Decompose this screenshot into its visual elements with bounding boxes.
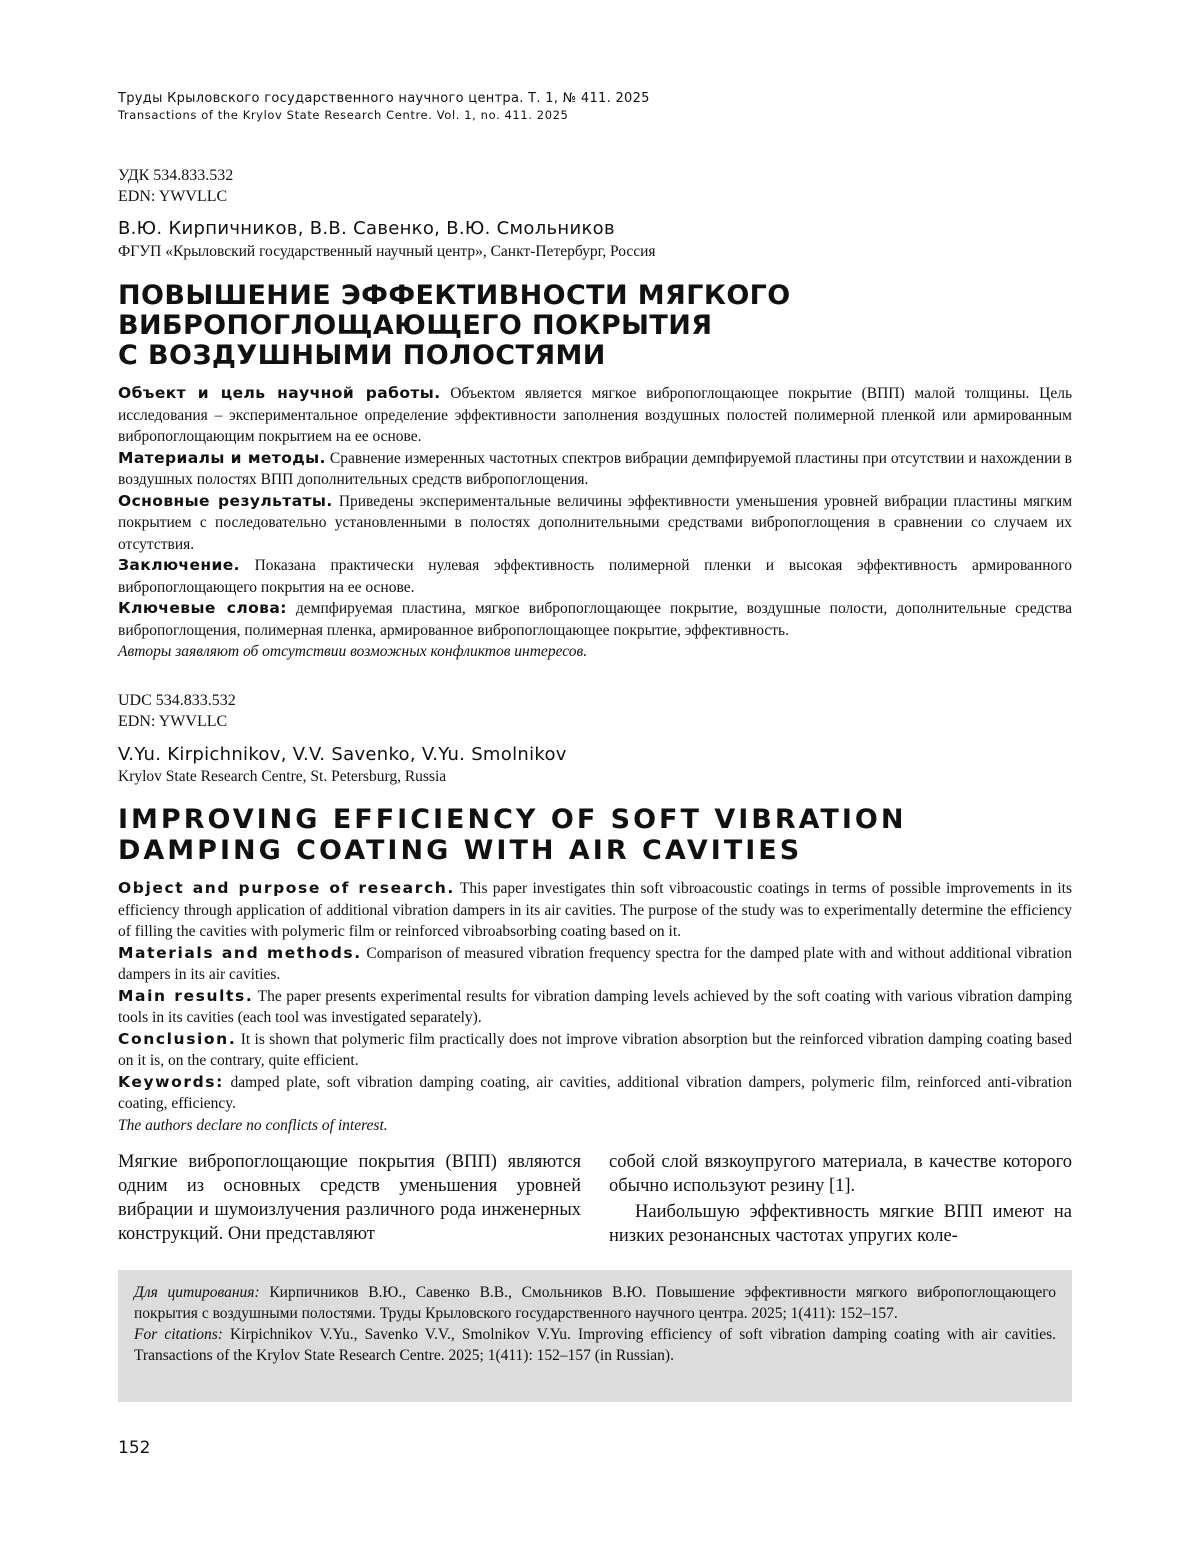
abstract-text: Показана практически нулевая эффективность полимерной пленки и высокая эффективность армированного вибропоглощающего покрытия на ее основе. — [118, 557, 1073, 596]
abstract-label: Основные результаты. — [118, 491, 333, 510]
en-abstract — [118, 878, 1072, 1136]
en-edn: EDN: YWVLLC — [118, 713, 228, 730]
abstract-text: Приведены экспериментальные величины эффективности уменьшения уровней вибрации пластины мягким покрытием с последовательно установленными в полостях дополнительными средствами вибропоглощения в сравнении со случаем их отсутствия. — [118, 492, 1073, 553]
abstract-label: Заключение. — [118, 556, 240, 574]
abstract-label: Conclusion. — [118, 1029, 237, 1048]
ru-authors: В.Ю. Кирпичников, В.В. Савенко, В.Ю. Смольников — [118, 218, 615, 239]
body-paragraph: Наибольшую эффективность мягкие ВПП имеют на низких резонансных частотах упругих коле- — [609, 1202, 1072, 1246]
journal-title-ru: Труды Крыловского государственного научного центра. Т. 1, № 411. 2025 — [118, 91, 650, 106]
citation-label: Для цитирования: — [134, 1284, 260, 1301]
ru-title-line: С ВОЗДУШНЫМИ ПОЛОСТЯМИ — [118, 340, 606, 371]
abstract-label: Ключевые слова: — [118, 599, 287, 617]
citation-label: For citations: — [134, 1326, 223, 1343]
abstract-label: Main results. — [118, 986, 254, 1005]
abstract-text: Comparison of measured vibration frequency spectra for the damped plate with and without additional vibration dampers in its air cavities. — [118, 944, 1073, 983]
ru-abstract — [118, 383, 1072, 663]
ru-abstract-object — [118, 383, 1072, 448]
body-column-right — [609, 1150, 1072, 1248]
en-identifiers — [118, 690, 1072, 732]
abstract-label: Объект и цель научной работы. — [118, 384, 441, 402]
abstract-label: Object and purpose of research. — [118, 879, 455, 897]
journal-title-en: Transactions of the Krylov State Research Centre. Vol. 1, no. 411. 2025 — [118, 108, 569, 122]
en-title — [118, 804, 1072, 866]
en-conflict-statement: The authors declare no conflicts of interest. — [118, 1116, 388, 1134]
journal-header — [118, 90, 650, 124]
ru-abstract-conclusion — [118, 555, 1072, 598]
ru-identifiers — [118, 165, 1072, 207]
citation-text: Kirpichnikov V.Yu., Savenko V.V., Smolnikov V.Yu. Improving efficiency of soft vibration damping coating with air cavities. Transactions of the Krylov State Research Centre. 2025; 1(411): 152–157 (in Russian). — [134, 1326, 1056, 1364]
ru-edn: EDN: YWVLLC — [118, 188, 228, 205]
en-abstract-conclusion — [118, 1029, 1072, 1072]
page-number: 152 — [118, 1438, 151, 1458]
abstract-text: Сравнение измеренных частотных спектров вибрации демпфируемой пластины при отсутствии и нахождении в воздушных полостях ВПП дополнительных средств вибропоглощения. — [118, 449, 1072, 488]
abstract-label: Materials and methods. — [118, 943, 362, 962]
body-paragraph: собой слой вязкоупругого материала, в качестве которого обычно используют резину [1]. — [609, 1152, 1072, 1196]
en-abstract-methods — [118, 943, 1072, 986]
abstract-text: Объектом является мягкое вибропоглощающее покрытие (ВПП) малой толщины. Цель исследования – экспериментальное определение эффективности заполнения воздушных полостей полимерной пленкой или армированным вибропоглощающим покрытием на ее основе. — [118, 385, 1073, 445]
en-authors: V.Yu. Kirpichnikov, V.V. Savenko, V.Yu. Smolnikov — [118, 744, 567, 765]
ru-abstract-results — [118, 491, 1072, 556]
en-abstract-results — [118, 986, 1072, 1029]
ru-abstract-methods — [118, 448, 1072, 491]
ru-affiliation: ФГУП «Крыловский государственный научный центр», Санкт-Петербург, Россия — [118, 243, 656, 260]
citation-ru — [134, 1282, 1056, 1324]
ru-abstract-keywords — [118, 598, 1072, 641]
citation-box — [118, 1270, 1072, 1402]
en-title-line: DAMPING COATING WITH AIR CAVITIES — [118, 835, 803, 866]
en-affiliation: Krylov State Research Centre, St. Petersburg, Russia — [118, 768, 447, 785]
ru-title-line: ПОВЫШЕНИЕ ЭФФЕКТИВНОСТИ МЯГКОГО — [118, 280, 791, 311]
en-abstract-object — [118, 878, 1072, 943]
en-title-line: IMPROVING EFFICIENCY OF SOFT VIBRATION — [118, 804, 907, 835]
citation-text: Кирпичников В.Ю., Савенко В.В., Смольников В.Ю. Повышение эффективности мягкого вибропоглощающего покрытия с воздушными полостями. Труды Крыловского государственного научного центра. 2025; 1(411): 152–157. — [134, 1284, 1056, 1322]
ru-title — [118, 281, 1072, 371]
citation-en — [134, 1324, 1056, 1366]
abstract-text: демпфируемая пластина, мягкое вибропоглощающее покрытие, воздушные полости, дополнительные средства вибропоглощения, полимерная пленка, армированное вибропоглощающее покрытие, эффективность. — [118, 600, 1073, 639]
abstract-text: The paper presents experimental results for vibration damping levels achieved by the soft coating with various vibration damping tools in its cavities (each tool was investigated separately). — [118, 987, 1072, 1026]
en-abstract-keywords — [118, 1072, 1072, 1115]
body-text — [118, 1150, 1072, 1248]
abstract-text: damped plate, soft vibration damping coating, air cavities, additional vibration dampers, polymeric film, reinforced anti-vibration coating, efficiency. — [118, 1073, 1072, 1112]
en-udc: UDC 534.833.532 — [118, 692, 236, 709]
ru-conflict-statement: Авторы заявляют об отсутствии возможных конфликтов интересов. — [118, 643, 588, 660]
abstract-label: Keywords: — [118, 1072, 224, 1091]
ru-udc: УДК 534.833.532 — [118, 167, 234, 184]
ru-title-line: ВИБРОПОГЛОЩАЮЩЕГО ПОКРЫТИЯ — [118, 310, 713, 341]
abstract-text: It is shown that polymeric film practically does not improve vibration absorption but the reinforced vibration damping coating based on it is, on the contrary, quite efficient. — [118, 1030, 1072, 1069]
body-column-left — [118, 1150, 581, 1248]
abstract-text: This paper investigates thin soft vibroacoustic coatings in terms of possible improvements in its efficiency through application of additional vibration dampers in its air cavities. The purpose of the study was to experimentally determine the efficiency of filling the cavities with polymeric film or reinforced vibroabsorbing coating based on it. — [118, 880, 1072, 940]
abstract-label: Материалы и методы. — [118, 448, 326, 467]
body-paragraph: Мягкие вибропоглощающие покрытия (ВПП) являются одним из основных средств уменьшения уровней вибрации и шумоизлучения различного рода инженерных конструкций. Они представляют — [118, 1152, 581, 1244]
